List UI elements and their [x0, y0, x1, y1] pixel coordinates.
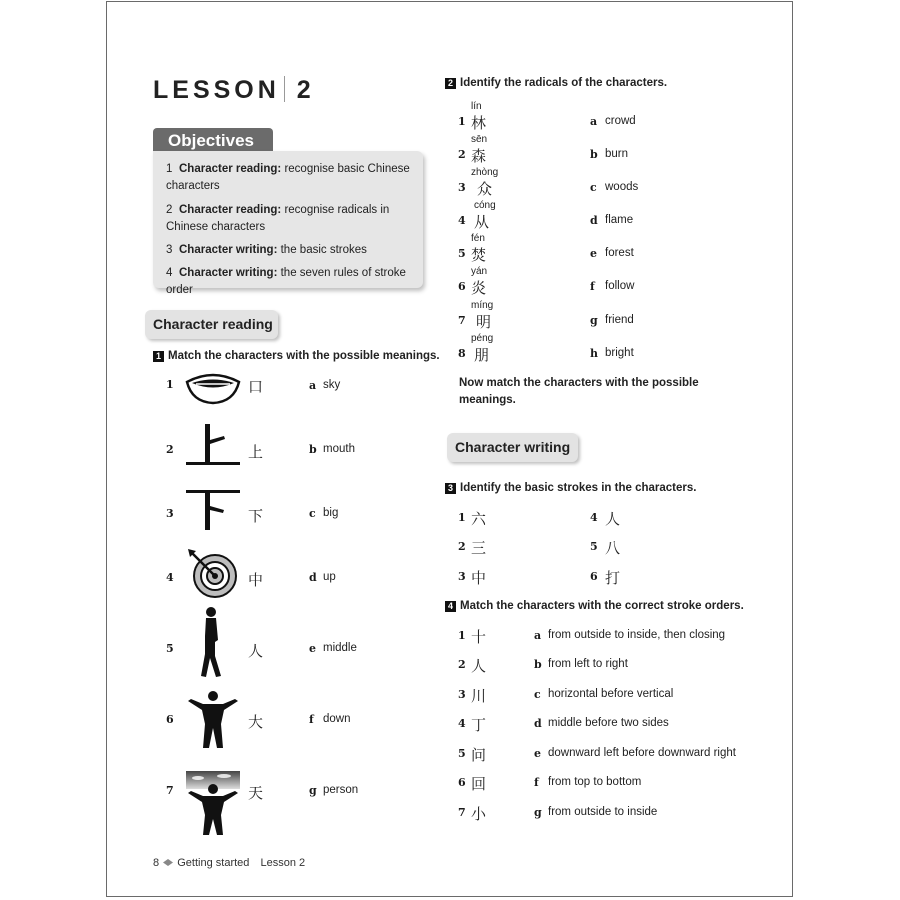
item-number: 5 — [458, 747, 466, 760]
objective-item: 3 Character writing: the basic strokes — [166, 244, 367, 256]
exercise-1-instruction: 1 Match the characters with the possible meanings. — [153, 350, 440, 362]
pinyin: míng — [471, 300, 494, 311]
option-letter: c — [309, 507, 316, 520]
character: 打 — [605, 569, 621, 587]
option-letter: d — [309, 571, 317, 584]
character: 上 — [248, 443, 264, 461]
character: 从 — [474, 213, 490, 231]
meaning: big — [323, 507, 339, 519]
up-pictograph-icon — [184, 420, 242, 468]
character: 下 — [248, 507, 264, 525]
option-letter: h — [590, 347, 598, 360]
section-heading-character-writing: Character writing — [447, 433, 578, 462]
pinyin: sēn — [471, 134, 488, 145]
meaning: up — [323, 571, 336, 583]
meaning: burn — [605, 148, 629, 160]
objective-item: 1 Character reading: recognise basic Chinese characters — [166, 163, 410, 192]
exercise-2-follow-up: Now match the characters with the possible meanings. — [459, 377, 699, 406]
item-number: 3 — [458, 688, 466, 701]
character: 回 — [471, 775, 487, 793]
character: 大 — [248, 713, 264, 731]
stroke-rule: from top to bottom — [548, 776, 642, 788]
character: 森 — [471, 147, 487, 165]
option-letter: b — [590, 148, 598, 161]
option-letter: e — [309, 642, 316, 655]
item-number: 5 — [166, 642, 174, 655]
option-letter: g — [590, 314, 598, 327]
option-letter: f — [309, 713, 314, 726]
option-letter: b — [309, 443, 317, 456]
stroke-rule: from left to right — [548, 658, 628, 670]
character: 人 — [605, 510, 621, 528]
character: 丁 — [471, 716, 487, 734]
option-letter: e — [590, 247, 597, 260]
option-letter: d — [534, 717, 542, 730]
item-number: 6 — [458, 280, 466, 293]
meaning: follow — [605, 280, 635, 292]
item-number: 5 — [590, 540, 598, 553]
item-number: 6 — [590, 570, 598, 583]
lesson-label: LESSON — [153, 76, 280, 104]
objective-item: 2 Character reading: recognise radicals in Chinese characters — [166, 204, 390, 233]
stroke-rule: from outside to inside, then closing — [548, 629, 726, 641]
item-number: 4 — [166, 571, 174, 584]
pinyin: zhòng — [471, 167, 499, 178]
exercise-2-instruction: 2 Identify the radicals of the characters. — [445, 77, 667, 89]
item-number: 4 — [590, 511, 598, 524]
character: 十 — [471, 628, 487, 646]
lesson-title — [153, 76, 315, 105]
target-arrow-icon — [186, 548, 240, 600]
objective-item: 4 Character writing: the seven rules of stroke order — [166, 267, 406, 296]
character: 天 — [248, 784, 264, 802]
stroke-rule: horizontal before vertical — [548, 688, 674, 700]
item-number: 1 — [166, 378, 174, 391]
item-number: 6 — [458, 776, 466, 789]
outstretched-person-icon — [186, 690, 240, 750]
pinyin: lín — [471, 101, 482, 112]
meaning: forest — [605, 247, 634, 259]
meaning: middle — [323, 642, 357, 654]
character: 问 — [471, 746, 487, 764]
meaning: bright — [605, 347, 634, 359]
character: 小 — [471, 805, 487, 823]
item-number: 7 — [458, 314, 466, 327]
walking-person-icon — [196, 606, 230, 680]
pinyin: cóng — [474, 200, 496, 211]
character: 人 — [471, 657, 487, 675]
item-number: 2 — [458, 540, 466, 553]
meaning: woods — [605, 181, 639, 193]
character: 人 — [248, 642, 264, 660]
pinyin: péng — [471, 333, 494, 344]
objectives-heading: Objectives — [153, 128, 273, 154]
character: 中 — [471, 569, 487, 587]
meaning: crowd — [605, 115, 636, 127]
meaning: down — [323, 713, 351, 725]
item-number: 4 — [458, 717, 466, 730]
option-letter: g — [534, 806, 542, 819]
item-number: 1 — [458, 629, 466, 642]
meaning: person — [323, 784, 359, 796]
character: 众 — [477, 180, 493, 198]
exercise-4-instruction: 4 Match the characters with the correct stroke orders. — [445, 600, 744, 612]
mouth-pictograph-icon — [184, 370, 242, 406]
character: 明 — [476, 313, 492, 331]
stroke-rule: middle before two sides — [548, 717, 669, 729]
lesson-number: 2 — [296, 76, 315, 104]
item-number: 3 — [166, 507, 174, 520]
meaning: friend — [605, 314, 634, 326]
exercise-3-instruction: 3 Identify the basic strokes in the characters. — [445, 482, 696, 494]
option-letter: c — [590, 181, 597, 194]
item-number: 3 — [458, 181, 466, 194]
meaning: flame — [605, 214, 634, 226]
item-number: 6 — [166, 713, 174, 726]
item-number: 7 — [166, 784, 174, 797]
option-letter: f — [534, 776, 539, 789]
page-footer — [153, 857, 305, 869]
character: 朋 — [474, 346, 490, 364]
diamond-ornament-icon — [162, 858, 174, 867]
pinyin: fén — [471, 233, 485, 244]
character: 焚 — [471, 246, 487, 264]
section-heading-character-reading: Character reading — [145, 310, 278, 339]
character: 三 — [471, 539, 487, 557]
item-number: 2 — [166, 443, 174, 456]
item-number: 7 — [458, 806, 466, 819]
item-number: 3 — [458, 570, 466, 583]
character: 炎 — [471, 279, 487, 297]
option-letter: a — [590, 115, 598, 128]
option-letter: b — [534, 658, 542, 671]
option-letter: a — [534, 629, 542, 642]
item-number: 4 — [458, 214, 466, 227]
character: 口 — [248, 378, 264, 396]
option-letter: d — [590, 214, 598, 227]
item-number: 2 — [458, 658, 466, 671]
item-number: 8 — [458, 347, 466, 360]
option-letter: a — [309, 379, 317, 392]
pinyin: yán — [471, 266, 488, 277]
person-under-sky-icon — [186, 771, 240, 837]
item-number: 1 — [458, 115, 466, 128]
option-letter: f — [590, 280, 595, 293]
item-number: 1 — [458, 511, 466, 524]
option-letter: c — [534, 688, 541, 701]
character: 中 — [248, 571, 264, 589]
character: 六 — [471, 510, 487, 528]
footer-lesson: Lesson 2 — [260, 857, 306, 869]
meaning: mouth — [323, 443, 355, 455]
character: 川 — [471, 687, 487, 705]
option-letter: g — [309, 784, 317, 797]
down-pictograph-icon — [184, 486, 242, 534]
item-number: 5 — [458, 247, 466, 260]
footer-section: Getting started — [177, 857, 250, 869]
stroke-rule: from outside to inside — [548, 806, 658, 818]
objectives-box — [153, 151, 423, 296]
character: 八 — [605, 539, 621, 557]
item-number: 2 — [458, 148, 466, 161]
character: 林 — [471, 114, 487, 132]
title-divider — [284, 76, 285, 102]
stroke-rule: downward left before downward right — [548, 747, 736, 759]
option-letter: e — [534, 747, 541, 760]
page-number: 8 — [153, 857, 160, 869]
meaning: sky — [323, 379, 341, 391]
